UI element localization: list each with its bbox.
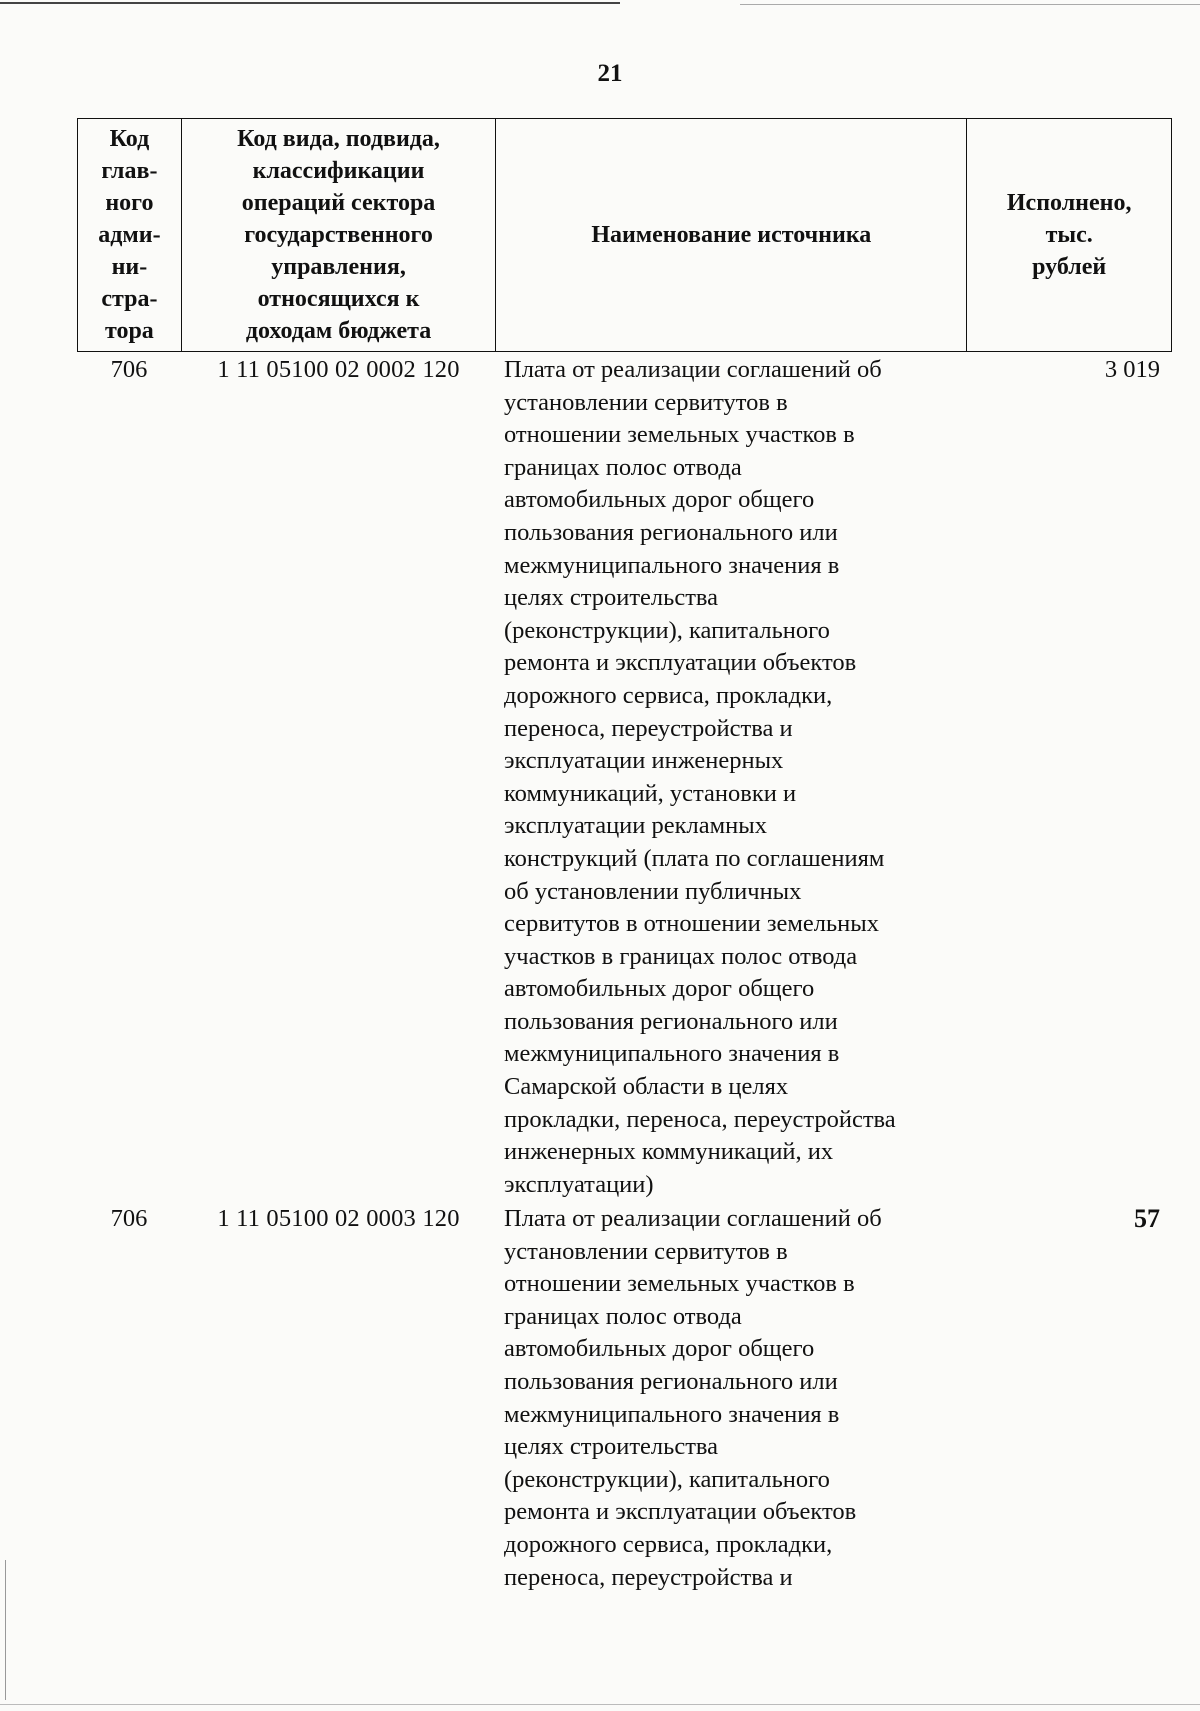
page-number: 21 [597,60,623,87]
source-name-line: пользования регионального или [504,1367,838,1395]
admin-code: 706 [110,356,148,383]
source-name-line: межмуниципального значения в [504,1400,840,1428]
source-name-line: переноса, переустройства и [504,1563,793,1591]
source-name-line: дорожного сервиса, прокладки, [504,1530,833,1558]
header-source-name: Наименование источника [496,119,967,351]
source-name-line: автомобильных дорог общего [504,1335,815,1363]
income-code: 1 11 05100 02 0003 120 [217,1205,460,1232]
source-name-line: установлении сервитутов в [504,388,788,416]
source-name-line: Плата от реализации соглашений об [504,356,882,383]
source-name-line: прокладки, переноса, переустройства [504,1105,896,1133]
header-executed-amount: Исполнено, тыс. рублей [1006,190,1132,280]
header-income-code: Код вида, подвида, классификации операций сектора государственного управления, относящихся к доходам бюджета [182,119,496,351]
source-name-line: сервитутов в отношении земельных [504,910,879,938]
header-admin-code: Код глав- ного адми- ни- стра- тора [78,119,182,351]
source-name-line: целях строительства [504,1433,719,1461]
source-name-line: установлении сервитутов в [504,1237,788,1265]
source-name-line: отношении земельных участков в [504,1270,855,1298]
source-name-line: целях строительства [504,584,719,612]
source-name-line: об установлении публичных [504,877,802,905]
source-name-line: автомобильных дорог общего [504,486,815,514]
source-name-line: (реконструкции), капитального [504,1465,830,1493]
source-name-line: границах полос отвода [504,1302,742,1330]
source-name-line: пользования регионального или [504,1007,838,1035]
source-name-line: межмуниципального значения в [504,551,840,579]
income-code: 1 11 05100 02 0002 120 [217,356,460,383]
source-name-line: ремонта и эксплуатации объектов [504,649,857,677]
source-name [504,1203,959,1594]
source-name-line: конструкций (плата по соглашениям [504,844,885,872]
source-name-line: пользования регионального или [504,518,838,546]
source-name-line: межмуниципального значения в [504,1040,840,1068]
source-name-line: Плата от реализации соглашений об [504,1205,882,1232]
source-name-line: автомобильных дорог общего [504,975,815,1003]
source-name-line: участков в границах полос отвода [504,942,858,970]
source-name-line: дорожного сервиса, прокладки, [504,681,833,709]
source-name-line: переноса, переустройства и [504,714,793,742]
admin-code: 706 [110,1205,148,1232]
source-name [504,354,959,1201]
scan-edge-line [0,2,620,4]
source-name-line: ремонта и эксплуатации объектов [504,1498,857,1526]
table-header [77,118,1172,352]
source-name-line: отношении земельных участков в [504,421,855,449]
executed-amount: 3 019 [1104,356,1160,383]
scan-edge-line [5,1560,6,1700]
source-name-line: эксплуатации рекламных [504,812,767,840]
scan-edge-line [740,4,1200,5]
source-name-line: инженерных коммуникаций, их [504,1138,834,1166]
source-name-line: Самарской области в целях [504,1073,789,1101]
source-name-line: эксплуатации) [504,1170,654,1198]
source-name-line: эксплуатации инженерных [504,747,784,775]
source-name-line: границах полос отвода [504,453,742,481]
source-name-line: коммуникаций, установки и [504,779,797,807]
scan-edge-line [0,1704,1200,1705]
executed-amount: 57 [1134,1204,1160,1233]
source-name-line: (реконструкции), капитального [504,616,830,644]
